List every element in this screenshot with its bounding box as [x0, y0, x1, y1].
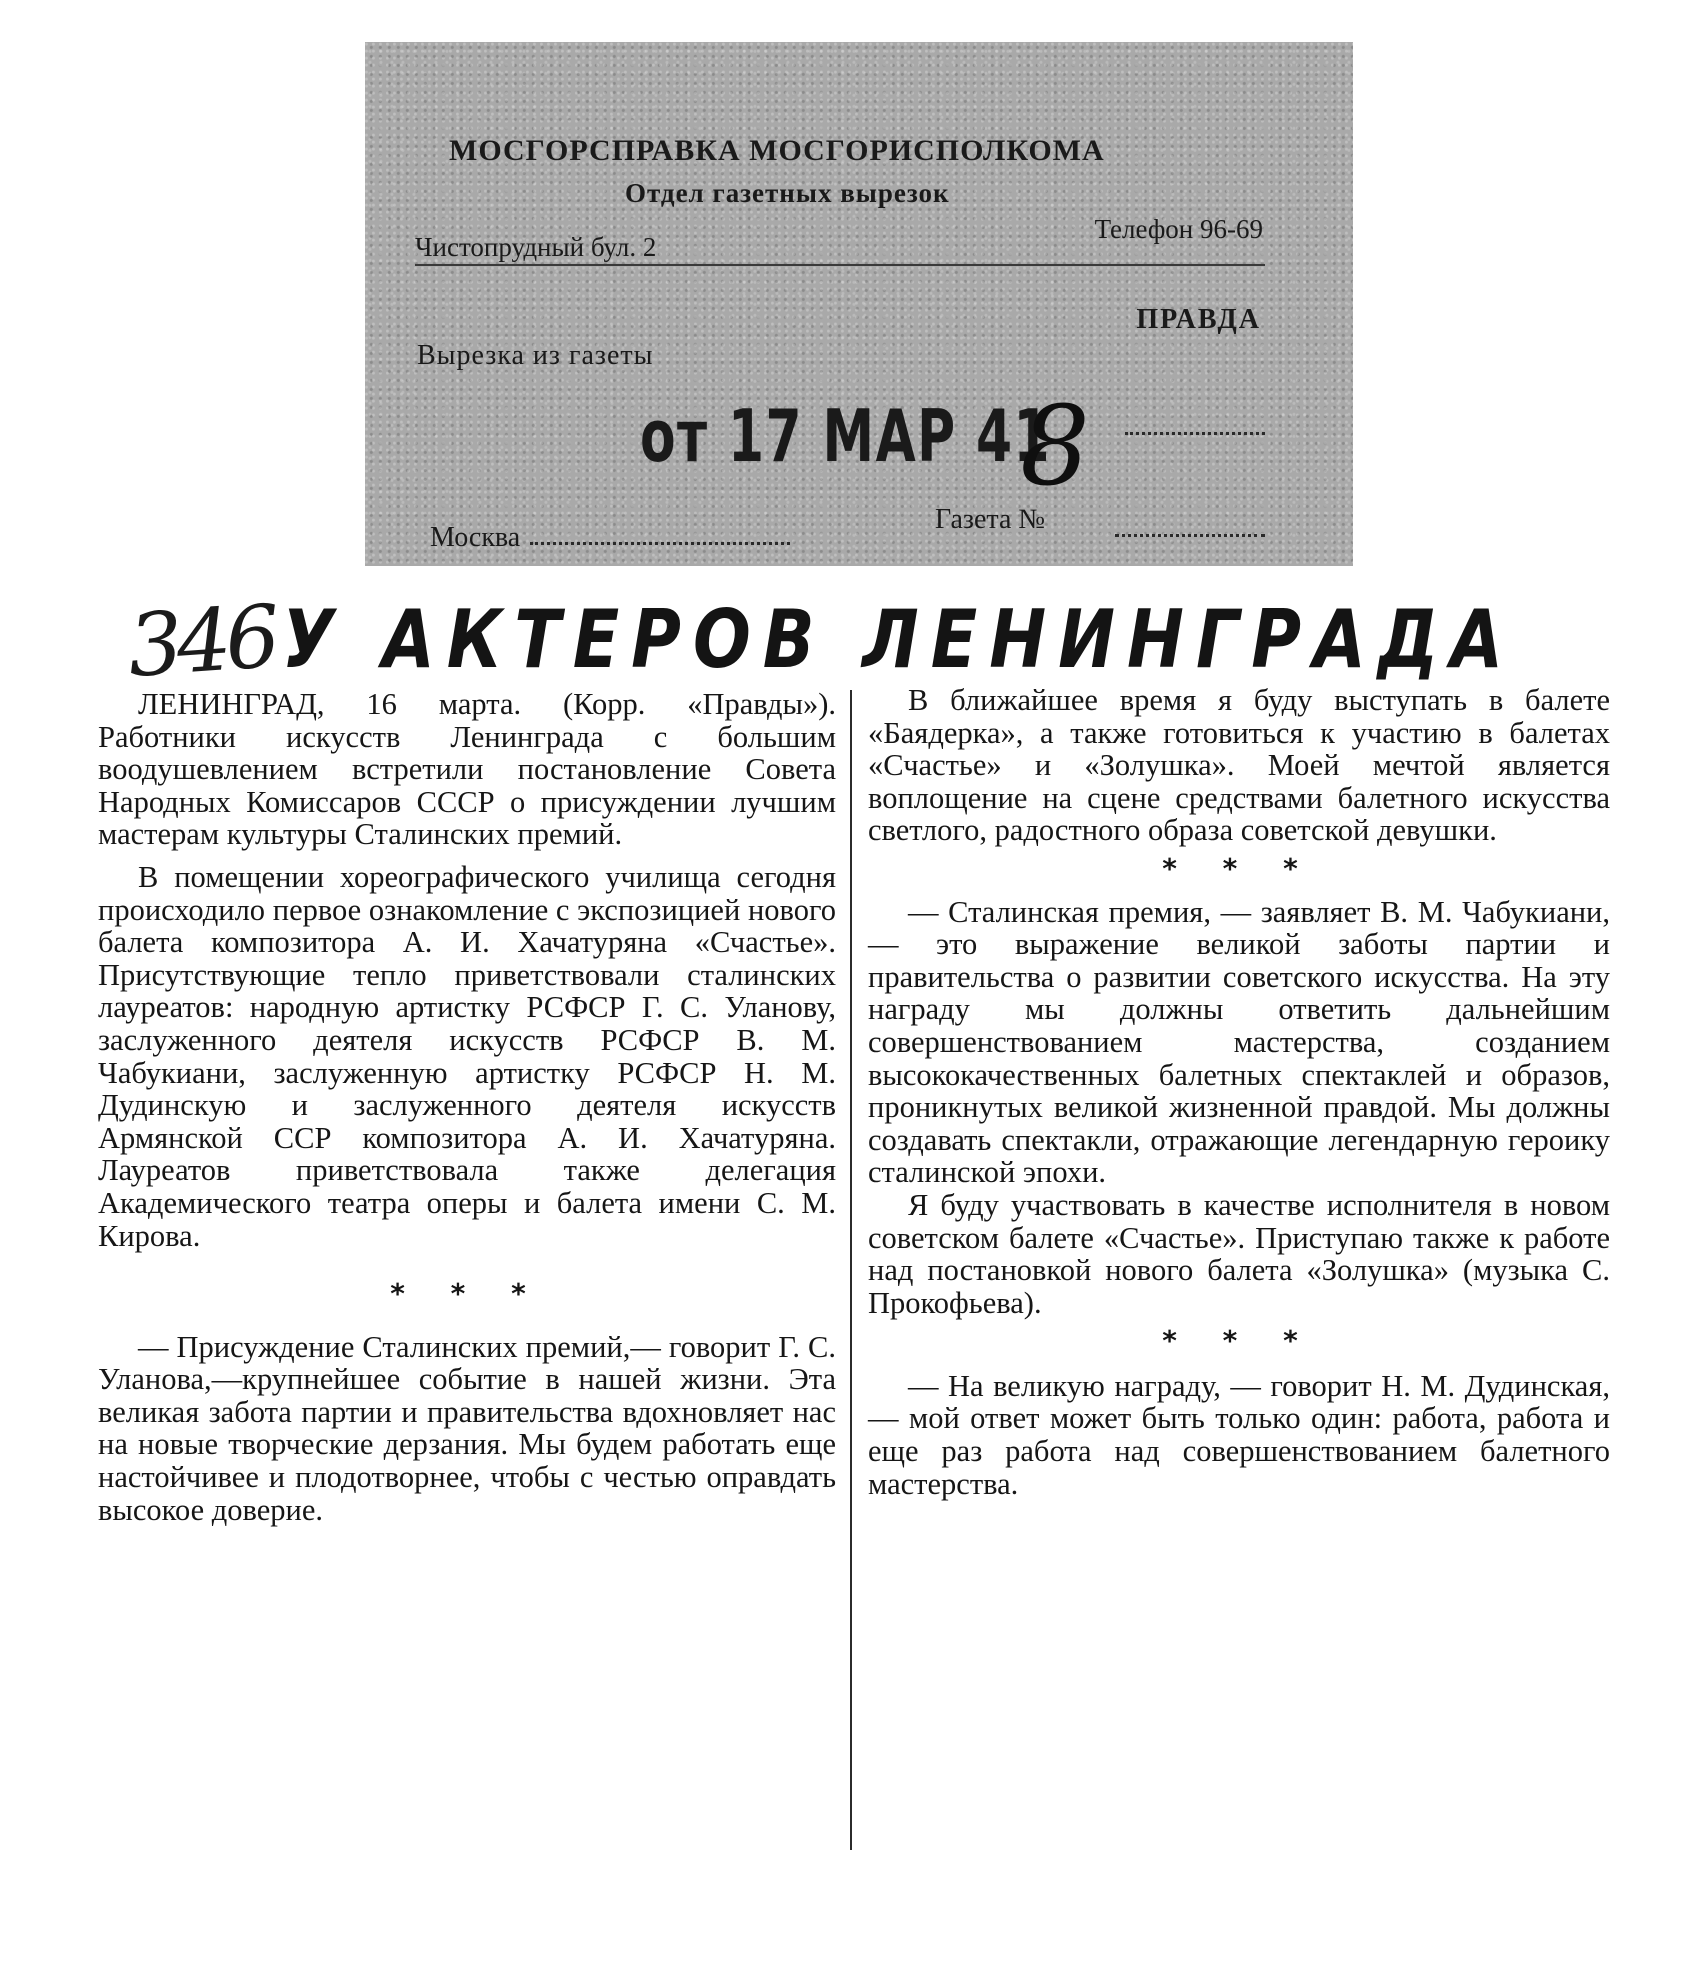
section-separator: * * *	[390, 1277, 544, 1311]
stamp-dotted-line	[1115, 534, 1265, 537]
paragraph: — Сталинская премия, — заявляет В. М. Чабукиани,— это выражение великой заботы партии и правительства о развитии советского искусства. На эту награду мы должны ответить дальнейшим совершенствованием мастерства, созданием высококачественных балетных спектаклей и образов, проникнутых великой жизненной правдой. Мы должны создавать спектакли, отражающие легендарную героику сталинской эпохи.	[868, 894, 1610, 1190]
stamp-rule	[415, 264, 1265, 266]
stamp-phone: Телефон 96-69	[1094, 214, 1263, 244]
handwritten-archive-number: 346	[124, 587, 278, 697]
section-separator: * * *	[1162, 851, 1316, 885]
paragraph: — На великую награду, — говорит Н. М. Дудинская,— мой ответ может быть только один: работа, работа и еще раз работа над совершенствованием балетного мастерства.	[868, 1368, 1610, 1501]
article-headline: У АКТЕРОВ ЛЕНИНГРАДА	[282, 594, 1515, 688]
stamp-handwritten-page: 8	[1020, 382, 1090, 510]
paragraph: ЛЕНИНГРАД, 16 марта. (Корр. «Правды»). Работники искусств Ленинграда с большим воодушевлением встретили постановление Совета Народных Комиссаров СССР о присуждении лучшим мастерам культуры Сталинских премий.	[98, 687, 836, 852]
stamp-address: Чистопрудный бул. 2	[415, 232, 657, 262]
column-divider	[850, 690, 852, 1850]
stamp-organization: МОСГОРСПРАВКА МОСГОРИСПОЛКОМА	[449, 134, 1105, 167]
stamp-clip-label: Вырезка из газеты	[417, 340, 654, 371]
right-column	[868, 684, 1610, 1500]
clipping-stamp	[365, 42, 1353, 566]
left-column	[98, 688, 836, 1526]
paragraph: — Присуждение Сталинских премий,— говорит Г. С. Уланова,—крупнейшее событие в нашей жизни. Эта великая забота партии и правительства вдохновляет нас на новые творческие дерзания. Мы будем работать еще настойчивее и плодотворнее, чтобы с честью оправдать высокое доверие.	[98, 1329, 836, 1527]
stamp-date: от 17 МАР 41	[640, 394, 1052, 478]
stamp-newspaper-name: ПРАВДА	[1136, 304, 1261, 335]
paragraph: Я буду участвовать в качестве исполнителя в новом советском балете «Счастье». Приступаю также к работе над постановкой нового балета «Золушка» (музыка С. Прокофьева).	[868, 1187, 1610, 1320]
section-separator: * * *	[1162, 1324, 1316, 1358]
stamp-city: Москва	[430, 522, 521, 553]
stamp-issue-label: Газета №	[935, 504, 1046, 535]
stamp-dotted-line	[530, 542, 790, 545]
paragraph: В помещении хореографического училища сегодня происходило первое ознакомление с экспозицией нового балета композитора А. И. Хачатуряна «Счастье». Присутствующие тепло приветствовали сталинских лауреатов: народную артистку РСФСР Г. С. Уланову, заслуженного деятеля искусств РСФСР В. М. Чабукиани, заслуженную артистку РСФСР Н. М. Дудинскую и заслуженного деятеля искусств Армянской ССР композитора А. И. Хачатуряна. Лауреатов приветствовала также делегация Академического театра оперы и балета имени С. М. Кирова.	[98, 859, 836, 1253]
stamp-department: Отдел газетных вырезок	[625, 178, 950, 208]
paragraph: В ближайшее время я буду выступать в балете «Баядерка», а также готовиться к участию в балетах «Счастье» и «Золушка». Моей мечтой является воплощение на сцене средствами балетного искусства светлого, радостного образа советской девушки.	[868, 683, 1610, 848]
stamp-dotted-line	[1125, 432, 1265, 435]
